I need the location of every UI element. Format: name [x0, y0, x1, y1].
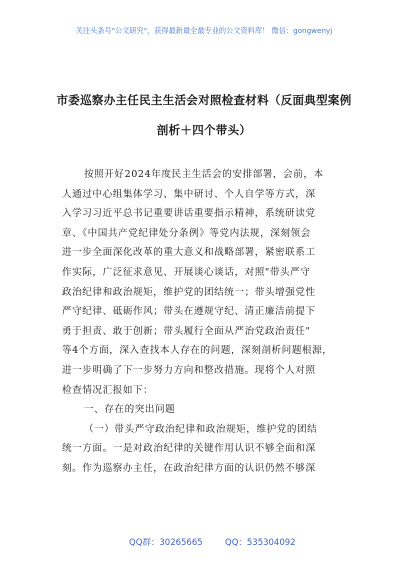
document-body — [62, 165, 362, 479]
body-line: 进一步全面深化改革的重大意义和战略部署，紧密联系工 — [62, 247, 316, 259]
body-line: 按照开好2024年度民主生活会的安排部署，会前，本 — [84, 169, 324, 180]
body-line: 政治纪律和政治规矩，维护党的团结统一；带头增强党性 — [62, 286, 316, 298]
header-note: 关注头条号"公文研究"，获得最新最全最专业的公文资料库！ 微信：gongwenyj — [75, 26, 333, 35]
document-title-line-1: 市委巡察办主任民主生活会对照检查材料（反面典型案例 — [56, 93, 352, 107]
footer-qq-group: QQ群：30265665 — [129, 538, 203, 548]
body-line: 检查情况汇报如下： — [62, 384, 154, 396]
body-line: 人通过中心组集体学习、集中研讨、个人自学等方式，深 — [62, 188, 316, 200]
body-line: （一）带头严守政治纪律和政治规矩，维护党的团结 — [84, 423, 318, 435]
body-line: 等4个方面，深入查找本人存在的问题，深刻剖析问题根源， — [62, 345, 333, 357]
body-line: 勇于担责、敢于创新；带头履行全面从严治党政治责任" — [62, 325, 311, 337]
body-line: 进一步明确了下一步努力方向和整改措施。现将个人对照 — [62, 364, 316, 376]
body-line: 入学习习近平总书记重要讲话重要指示精神，系统研读党 — [62, 208, 316, 220]
body-line: 作实际，广泛征求意见、开展谈心谈话，对照"带头严守 — [62, 266, 311, 278]
body-line: 刻。作为巡察办主任，在政治纪律方面的认识仍然不够深 — [62, 462, 316, 474]
body-line: 严守纪律、砥砺作风；带头在遵规守纪、清正廉洁前提下 — [62, 306, 316, 318]
document-title-line-2: 剖析＋四个带头） — [156, 123, 252, 137]
body-line: 统一方面。一是对政治纪律的关键作用认识不够全面和深 — [62, 443, 316, 455]
footer-qq-contact: QQ：535304092 — [225, 538, 296, 548]
section-heading: 一、存在的突出问题 — [84, 404, 176, 416]
body-line: 章、《中国共产党纪律处分条例》等党内法规，深刻领会 — [62, 227, 311, 239]
